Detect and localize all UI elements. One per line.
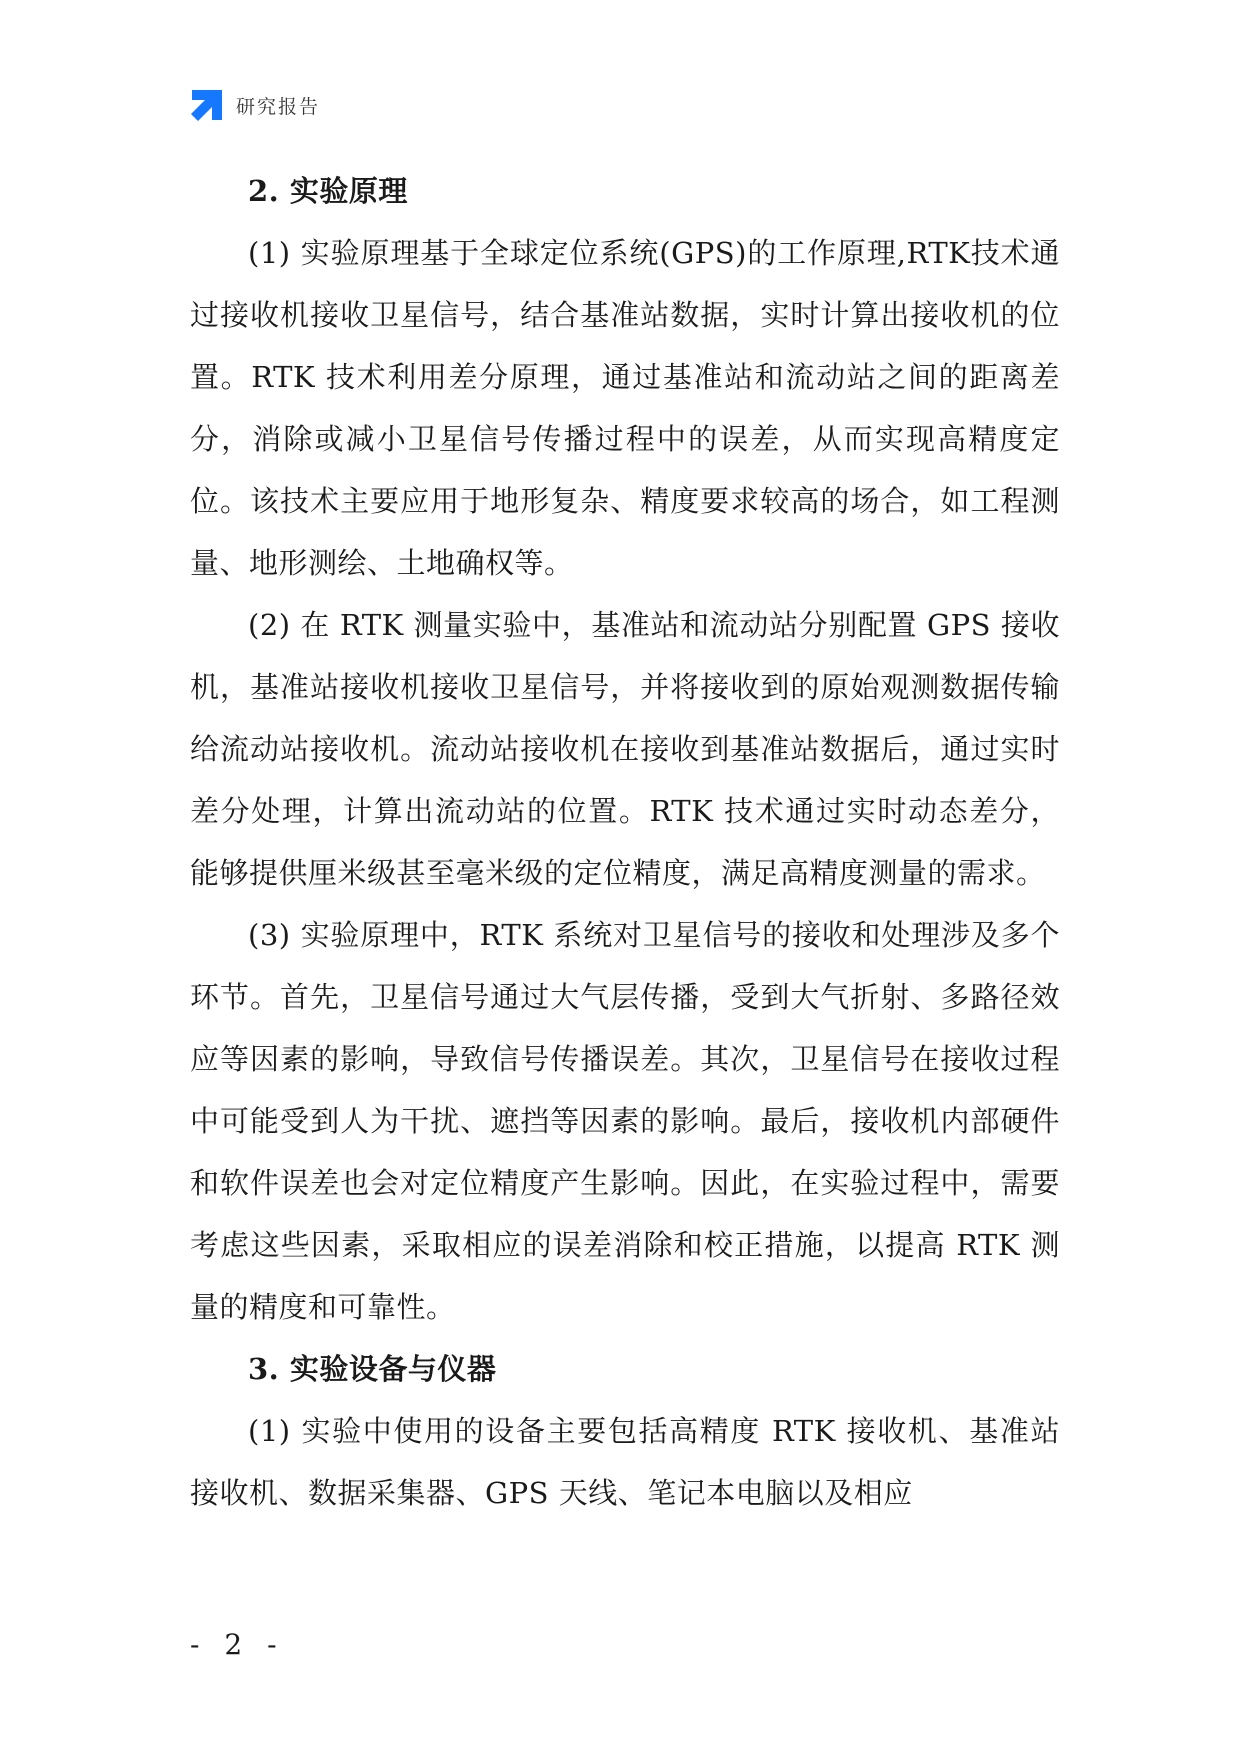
paragraph: (1) 实验中使用的设备主要包括高精度 RTK 接收机、基准站接收机、数据采集器、GPS 天线、笔记本电脑以及相应 bbox=[190, 1414, 1060, 1510]
page-header bbox=[190, 88, 320, 122]
paragraph: (3) 实验原理中，RTK 系统对卫星信号的接收和处理涉及多个环节。首先，卫星信号通过大气层传播，受到大气折射、多路径效应等因素的影响，导致信号传播误差。其次，卫星信号在接收过程中可能受到人为干扰、遮挡等因素的影响。最后，接收机内部硬件和软件误差也会对定位精度产生影响。因此，在实验过程中，需要考虑这些因素，采取相应的误差消除和校正措施，以提高 RTK 测量的精度和可靠性。 bbox=[190, 918, 1060, 1324]
paragraph: (1) 实验原理基于全球定位系统(GPS)的工作原理,RTK技术通过接收机接收卫星信号，结合基准站数据，实时计算出接收机的位置。RTK 技术利用差分原理，通过基准站和流动站之间的距离差分，消除或减小卫星信号传播过程中的误差，从而实现高精度定位。该技术主要应用于地形复杂、精度要求较高的场合，如工程测量、地形测绘、土地确权等。 bbox=[190, 236, 1060, 580]
header-title: 研究报告 bbox=[236, 95, 321, 118]
arrow-up-right-icon bbox=[190, 88, 224, 122]
document-body bbox=[190, 160, 1060, 1524]
paragraph: (2) 在 RTK 测量实验中，基准站和流动站分别配置 GPS 接收机，基准站接收机接收卫星信号，并将接收到的原始观测数据传输给流动站接收机。流动站接收机在接收到基准站数据后，通过实时差分处理，计算出流动站的位置。RTK 技术通过实时动态差分，能够提供厘米级甚至毫米级的定位精度，满足高精度测量的需求。 bbox=[190, 608, 1060, 890]
section-heading: 2. 实验原理 bbox=[248, 174, 408, 208]
section-heading: 3. 实验设备与仪器 bbox=[248, 1352, 497, 1386]
page-number: - 2 - bbox=[190, 1628, 285, 1661]
